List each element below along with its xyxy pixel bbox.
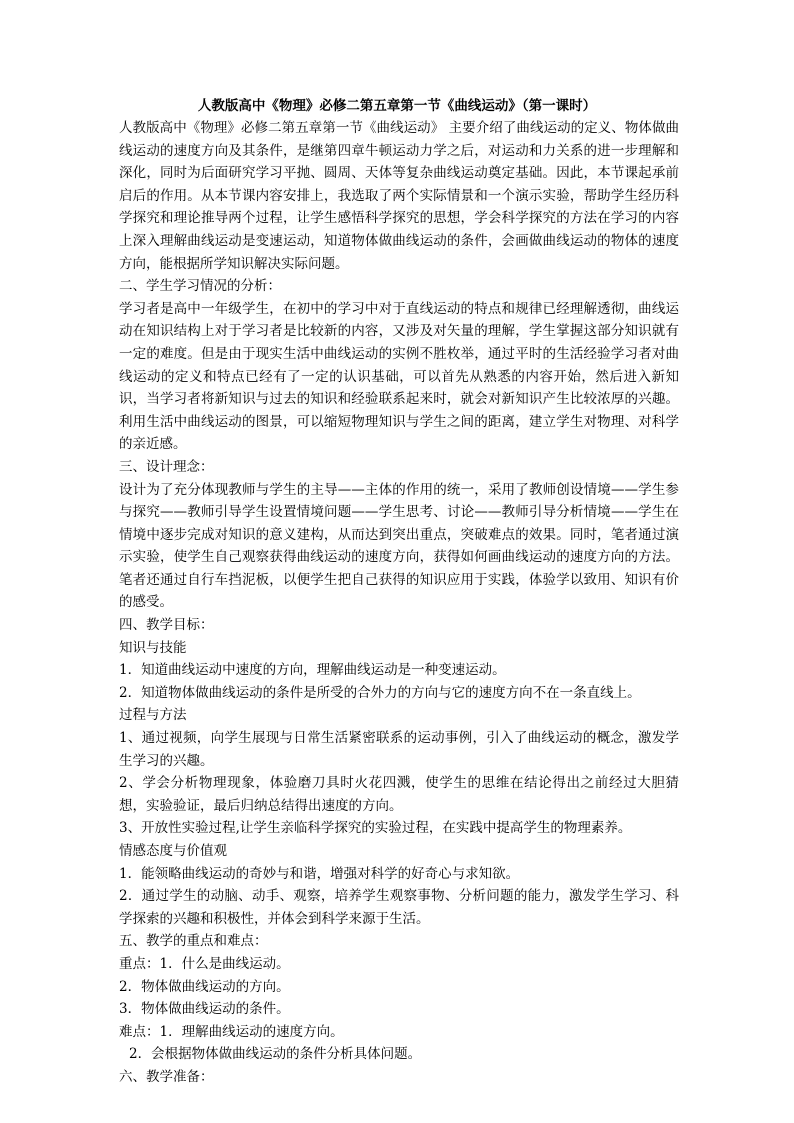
section-paragraph: 设计为了充分体现教师与学生的主导——主体的作用的统一，采用了教师创设情境——学生参与探究——教师引导学生设置情境问题——学生思考、讨论——教师引导分析情境——学生在情境中逐步完成对知识的意义建构，从而达到突出重点，突破难点的效果。同时，笔者通过演示实验，使学生自己观察获得曲线运动的速度方向，获得如何画曲线运动的速度方向的方法。笔者还通过自行车挡泥板，以便学生把自己获得的知识应用于实践，体验学以致用、知识有价的感受。	[119, 481, 679, 611]
list-item: 1．知道曲线运动中速度的方向，理解曲线运动是一种变速运动。	[119, 662, 506, 679]
section-heading: 三、设计理念：	[119, 458, 214, 475]
list-item: 1．能领略曲线运动的奇妙与和谐，增强对科学的好奇心与求知欲。	[119, 865, 520, 882]
list-item: 重点：1．什么是曲线运动。	[119, 955, 290, 972]
section-paragraph: 学习者是高中一年级学生，在初中的学习中对于直线运动的特点和规律已经理解透彻，曲线运动在知识结构上对于学习者是比较新的内容，又涉及对矢量的理解，学生掌握这部分知识就有一定的难度。但是由于现实生活中曲线运动的实例不胜枚举，通过平时的生活经验学习者对曲线运动的定义和特点已经有了一定的认识基础，可以首先从熟悉的内容开始，然后进入新知识，当学习者将新知识与过去的知识和经验联系起来时，就会对新知识产生比较浓厚的兴趣。利用生活中曲线运动的图景，可以缩短物理知识与学生之间的距离，建立学生对物理、对科学的亲近感。	[119, 300, 679, 453]
subsection-heading: 情感态度与价值观	[119, 843, 227, 859]
section-heading: 五、教学的重点和难点：	[119, 933, 268, 950]
document-title: 人教版高中《物理》必修二第五章第一节《曲线运动》（第一课时）	[197, 98, 597, 114]
list-item: 难点：1．理解曲线运动的速度方向。	[119, 1023, 344, 1040]
list-item: 2．通过学生的动脑、动手、观察，培养学生观察事物、分析问题的能力，激发学生学习、科学探索的兴趣和积极性，并体会到科学来源于生活。	[119, 888, 679, 927]
subsection-heading: 过程与方法	[119, 707, 187, 724]
list-item: 3、开放性实验过程,让学生亲临科学探究的实验过程，在实践中提高学生的物理素养。	[119, 820, 632, 837]
list-item: 2．物体做曲线运动的方向。	[119, 978, 290, 995]
section-heading: 六、教学准备：	[119, 1068, 214, 1085]
section-heading: 四、教学目标：	[119, 617, 214, 634]
subsection-heading: 知识与技能	[119, 639, 187, 656]
list-item: 2、学会分析物理现象，体验磨刀具时火花四溅，使学生的思维在结论得出之前经过大胆猜想，实验验证，最后归纳总结得出速度的方向。	[119, 775, 679, 814]
list-item: 1、通过视频，向学生展现与日常生活紧密联系的运动事例，引入了曲线运动的概念，激发学生学习的兴趣。	[119, 730, 679, 769]
list-item: 2．会根据物体做曲线运动的条件分析具体问题。	[129, 1046, 422, 1063]
section-heading: 二、学生学习情况的分析：	[119, 278, 281, 295]
list-item: 2．知道物体做曲线运动的条件是所受的合外力的方向与它的速度方向不在一条直线上。	[119, 684, 641, 701]
document-body	[119, 117, 679, 1089]
intro-paragraph: 人教版高中《物理》必修二第五章第一节《曲线运动》 主要介绍了曲线运动的定义、物体做曲线运动的速度方向及其条件，是继第四章牛顿运动力学之后，对运动和力关系的进一步理解和深化，同时为后面研究学习平抛、圆周、天体等复杂曲线运动奠定基础。因此，本节课起承前启后的作用。从本节课内容安排上，我选取了两个实际情景和一个演示实验，帮助学生经历科学探究和理论推导两个过程，让学生感悟科学探究的思想，学会科学探究的方法在学习的内容上深入理解曲线运动是变速运动，知道物体做曲线运动的条件，会画做曲线运动的物体的速度方向，能根据所学知识解决实际问题。	[119, 120, 679, 272]
list-item: 3．物体做曲线运动的条件。	[119, 1001, 290, 1018]
